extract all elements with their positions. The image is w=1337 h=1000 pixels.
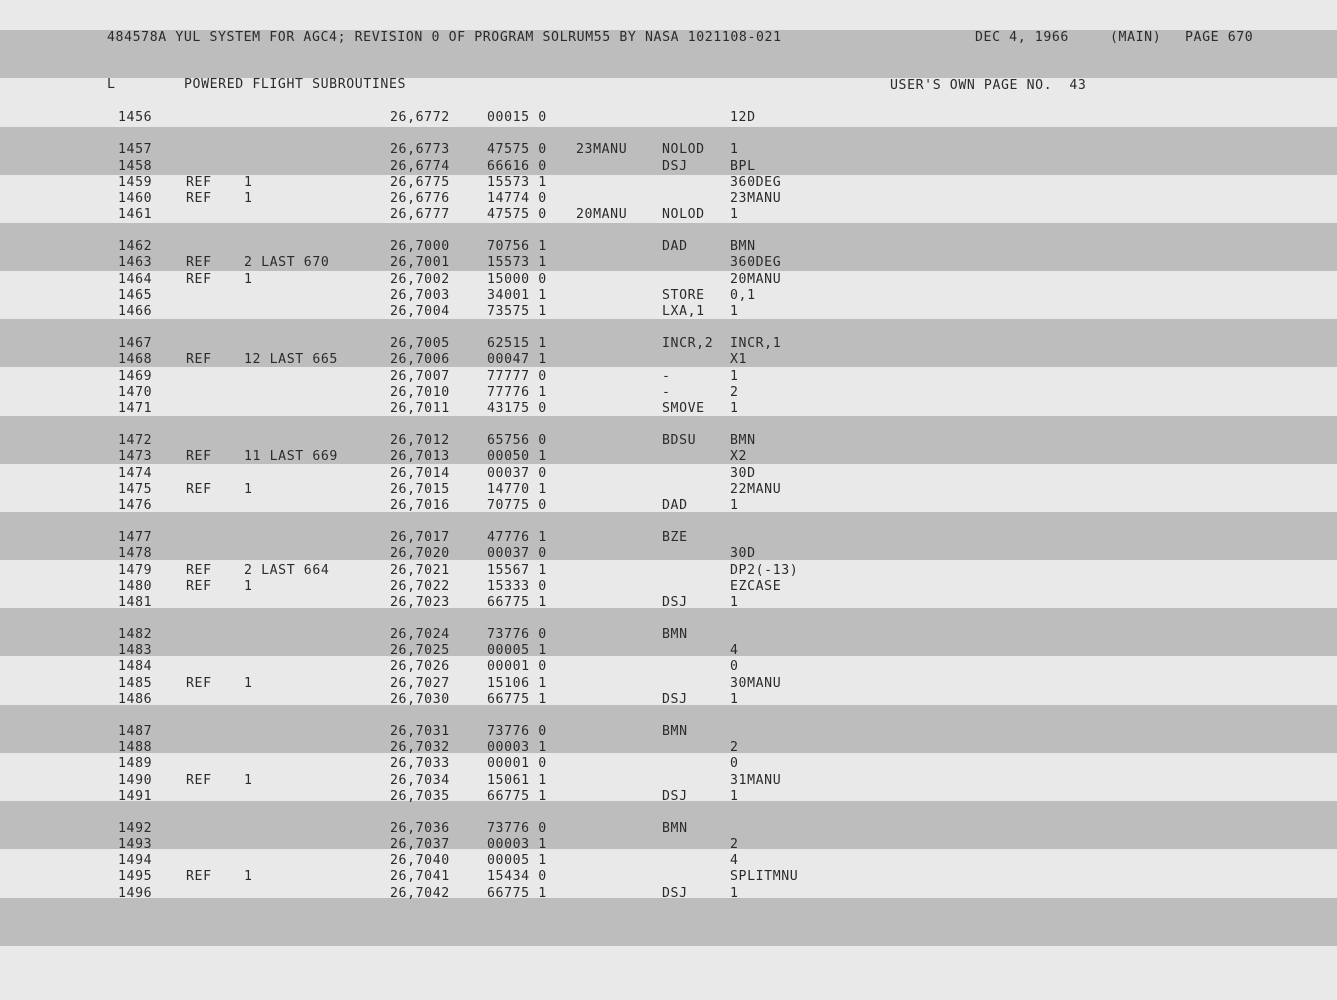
octal-word: 34001 1: [487, 287, 547, 303]
octal-word: 77777 0: [487, 368, 547, 384]
listing-row: [0, 466, 1337, 482]
listing-row: [0, 142, 1337, 158]
operand: DP2(-13): [730, 562, 799, 578]
opcode: BMN: [662, 821, 688, 836]
address: 26,7024: [390, 627, 450, 643]
octal-word: 00037 0: [487, 546, 547, 562]
line-number: 1488: [118, 740, 153, 756]
line-number: 1481: [118, 594, 153, 610]
opcode: BZE: [662, 530, 688, 546]
line-number: 1478: [118, 546, 153, 562]
symbol-label: 20MANU: [576, 206, 628, 222]
listing-row: [0, 482, 1337, 498]
listing-row: [0, 563, 1337, 579]
ref-tag: REF: [186, 190, 212, 206]
ref-tag: REF: [186, 352, 212, 368]
octal-word: 73776 0: [487, 821, 547, 836]
ref-info: 11 LAST 669: [244, 449, 338, 465]
symbol-label: 23MANU: [576, 142, 628, 158]
line-number: 1462: [118, 239, 153, 255]
line-number: 1464: [118, 271, 153, 287]
address: 26,7033: [390, 756, 450, 772]
address: 26,7032: [390, 740, 450, 756]
listing-row: [0, 159, 1337, 175]
opcode: INCR,2: [662, 336, 714, 352]
line-number: 1477: [118, 530, 153, 546]
line-number: 1487: [118, 724, 153, 739]
address: 26,7026: [390, 659, 450, 675]
operand: 1: [730, 691, 739, 707]
octal-word: 15434 0: [487, 869, 547, 885]
line-number: 1476: [118, 497, 153, 513]
line-number: 1475: [118, 481, 153, 497]
line-number: 1470: [118, 384, 153, 400]
opcode: DSJ: [662, 158, 688, 174]
octal-word: 15333 0: [487, 578, 547, 594]
listing-row: [0, 546, 1337, 562]
address: 26,7023: [390, 594, 450, 610]
address: 26,7040: [390, 853, 450, 869]
listing-row: [0, 498, 1337, 514]
listing-row: [0, 740, 1337, 756]
ref-info: 1: [244, 174, 253, 190]
line-number: 1480: [118, 578, 153, 594]
line-number: 1482: [118, 627, 153, 643]
listing-row: [0, 352, 1337, 368]
octal-word: 15000 0: [487, 271, 547, 287]
listing-section: (MAIN): [1110, 30, 1162, 45]
listing-row: [0, 869, 1337, 885]
opcode: DSJ: [662, 788, 688, 804]
opcode: DSJ: [662, 691, 688, 707]
address: 26,7035: [390, 788, 450, 804]
address: 26,7011: [390, 400, 450, 416]
operand: 30D: [730, 465, 756, 481]
line-number: 1465: [118, 287, 153, 303]
line-number: 1479: [118, 562, 153, 578]
octal-word: 73776 0: [487, 627, 547, 643]
opcode: DSJ: [662, 885, 688, 901]
address: 26,7020: [390, 546, 450, 562]
octal-word: 43175 0: [487, 400, 547, 416]
octal-word: 70775 0: [487, 497, 547, 513]
octal-word: 15573 1: [487, 174, 547, 190]
listing-date: DEC 4, 1966: [975, 30, 1069, 45]
ref-info: 1: [244, 869, 253, 885]
octal-word: 70756 1: [487, 239, 547, 255]
opcode: NOLOD: [662, 206, 705, 222]
listing-row: [0, 886, 1337, 902]
operand: 2: [730, 837, 739, 853]
operand: 12D: [730, 110, 756, 125]
operand: 1: [730, 303, 739, 319]
listing-row: [0, 692, 1337, 708]
listing-row: [0, 401, 1337, 417]
address: 26,7010: [390, 384, 450, 400]
operand: 0,1: [730, 287, 756, 303]
opcode: DAD: [662, 497, 688, 513]
address: 26,6776: [390, 190, 450, 206]
opcode: DAD: [662, 239, 688, 255]
listing-row: [0, 676, 1337, 692]
opcode: NOLOD: [662, 142, 705, 158]
octal-word: 15106 1: [487, 675, 547, 691]
page-number: PAGE 670: [1185, 30, 1254, 45]
listing-row: [0, 449, 1337, 465]
address: 26,7015: [390, 481, 450, 497]
operand: 20MANU: [730, 271, 782, 287]
operand: 4: [730, 643, 739, 659]
line-number: 1492: [118, 821, 153, 836]
ref-tag: REF: [186, 772, 212, 788]
line-number: 1460: [118, 190, 153, 206]
line-number: 1486: [118, 691, 153, 707]
octal-word: 73776 0: [487, 724, 547, 739]
opcode: STORE: [662, 287, 705, 303]
listing-row: [0, 724, 1337, 740]
line-number: 1496: [118, 885, 153, 901]
line-number: 1491: [118, 788, 153, 804]
address: 26,7037: [390, 837, 450, 853]
operand: 1: [730, 788, 739, 804]
operand: 2: [730, 384, 739, 400]
ref-info: 1: [244, 578, 253, 594]
ref-info: 1: [244, 772, 253, 788]
address: 26,7042: [390, 885, 450, 901]
address: 26,7014: [390, 465, 450, 481]
address: 26,7036: [390, 821, 450, 836]
opcode: BMN: [662, 627, 688, 643]
address: 26,7017: [390, 530, 450, 546]
ref-info: 1: [244, 675, 253, 691]
address: 26,7013: [390, 449, 450, 465]
octal-word: 66616 0: [487, 158, 547, 174]
octal-word: 65756 0: [487, 433, 547, 449]
opcode: -: [662, 368, 671, 384]
ref-tag: REF: [186, 174, 212, 190]
operand: 2: [730, 740, 739, 756]
line-number: 1483: [118, 643, 153, 659]
operand: 30D: [730, 546, 756, 562]
listing-row: [0, 336, 1337, 352]
address: 26,7004: [390, 303, 450, 319]
line-number: 1459: [118, 174, 153, 190]
line-number: 1469: [118, 368, 153, 384]
opcode: BDSU: [662, 433, 697, 449]
octal-word: 00015 0: [487, 110, 547, 125]
operand: 1: [730, 497, 739, 513]
operand: 0: [730, 659, 739, 675]
listing-row: [0, 272, 1337, 288]
users-own-page: USER'S OWN PAGE NO. 43: [890, 78, 1087, 93]
address: 26,7001: [390, 255, 450, 271]
address: 26,7030: [390, 691, 450, 707]
address: 26,7002: [390, 271, 450, 287]
octal-word: 73575 1: [487, 303, 547, 319]
ref-info: 1: [244, 190, 253, 206]
ref-info: 12 LAST 665: [244, 352, 338, 368]
listing-row: [0, 175, 1337, 191]
octal-word: 00005 1: [487, 643, 547, 659]
line-number: 1494: [118, 853, 153, 869]
operand: 0: [730, 756, 739, 772]
listing-row: [0, 207, 1337, 223]
line-number: 1471: [118, 400, 153, 416]
ref-tag: REF: [186, 578, 212, 594]
listing-row: [0, 433, 1337, 449]
operand: BPL: [730, 158, 756, 174]
operand: 31MANU: [730, 772, 782, 788]
octal-word: 00047 1: [487, 352, 547, 368]
listing-row: [0, 288, 1337, 304]
octal-word: 00001 0: [487, 756, 547, 772]
octal-word: 14774 0: [487, 190, 547, 206]
octal-word: 47575 0: [487, 206, 547, 222]
line-number: 1489: [118, 756, 153, 772]
ref-tag: REF: [186, 481, 212, 497]
address: 26,7031: [390, 724, 450, 739]
octal-word: 15061 1: [487, 772, 547, 788]
listing-row: [0, 595, 1337, 611]
address: 26,7034: [390, 772, 450, 788]
ref-info: 2 LAST 670: [244, 255, 330, 271]
operand: 1: [730, 594, 739, 610]
line-number: 1484: [118, 659, 153, 675]
operand: BMN: [730, 239, 756, 255]
listing-row: [0, 191, 1337, 207]
subheader-mark: L: [107, 77, 116, 92]
address: 26,7016: [390, 497, 450, 513]
operand: X1: [730, 352, 748, 368]
octal-word: 66775 1: [487, 594, 547, 610]
line-number: 1467: [118, 336, 153, 352]
listing-row: [0, 643, 1337, 659]
line-number: 1461: [118, 206, 153, 222]
address: 26,7006: [390, 352, 450, 368]
line-number: 1466: [118, 303, 153, 319]
address: 26,6775: [390, 174, 450, 190]
operand: 360DEG: [730, 174, 782, 190]
opcode: -: [662, 384, 671, 400]
listing-row: [0, 255, 1337, 271]
operand: 1: [730, 885, 739, 901]
listing-row: [0, 369, 1337, 385]
listing-row: [0, 837, 1337, 853]
ref-tag: REF: [186, 675, 212, 691]
octal-word: 00005 1: [487, 853, 547, 869]
line-number: 1457: [118, 142, 153, 158]
opcode: SMOVE: [662, 400, 705, 416]
listing-row: [0, 659, 1337, 675]
line-number: 1456: [118, 110, 153, 125]
address: 26,7003: [390, 287, 450, 303]
octal-word: 00001 0: [487, 659, 547, 675]
operand: 23MANU: [730, 190, 782, 206]
line-number: 1474: [118, 465, 153, 481]
listing-row: [0, 789, 1337, 805]
octal-word: 00037 0: [487, 465, 547, 481]
opcode: DSJ: [662, 594, 688, 610]
line-number: 1463: [118, 255, 153, 271]
operand: 1: [730, 142, 739, 158]
listing-row: [0, 385, 1337, 401]
octal-word: 62515 1: [487, 336, 547, 352]
line-number: 1458: [118, 158, 153, 174]
opcode: BMN: [662, 724, 688, 739]
line-number: 1495: [118, 869, 153, 885]
listing-row: [0, 756, 1337, 772]
address: 26,7022: [390, 578, 450, 594]
line-number: 1468: [118, 352, 153, 368]
address: 26,7005: [390, 336, 450, 352]
address: 26,7007: [390, 368, 450, 384]
octal-word: 15573 1: [487, 255, 547, 271]
octal-word: 00003 1: [487, 740, 547, 756]
address: 26,7000: [390, 239, 450, 255]
operand: BMN: [730, 433, 756, 449]
operand: 1: [730, 368, 739, 384]
ref-tag: REF: [186, 449, 212, 465]
listing-row: [0, 110, 1337, 126]
operand: 30MANU: [730, 675, 782, 691]
operand: SPLITMNU: [730, 869, 799, 885]
line-number: 1493: [118, 837, 153, 853]
octal-word: 14770 1: [487, 481, 547, 497]
ref-tag: REF: [186, 271, 212, 287]
ref-tag: REF: [186, 255, 212, 271]
operand: EZCASE: [730, 578, 782, 594]
address: 26,7041: [390, 869, 450, 885]
octal-word: 66775 1: [487, 788, 547, 804]
octal-word: 00050 1: [487, 449, 547, 465]
octal-word: 66775 1: [487, 885, 547, 901]
octal-word: 00003 1: [487, 837, 547, 853]
listing-row: [0, 239, 1337, 255]
line-number: 1473: [118, 449, 153, 465]
octal-word: 77776 1: [487, 384, 547, 400]
address: 26,7021: [390, 562, 450, 578]
subheader-title: POWERED FLIGHT SUBROUTINES: [184, 77, 407, 92]
listing-row: [0, 304, 1337, 320]
ref-info: 2 LAST 664: [244, 562, 330, 578]
address: 26,6772: [390, 110, 450, 125]
line-number: 1472: [118, 433, 153, 449]
octal-word: 66775 1: [487, 691, 547, 707]
ref-info: 1: [244, 271, 253, 287]
ref-tag: REF: [186, 869, 212, 885]
operand: 4: [730, 853, 739, 869]
ref-info: 1: [244, 481, 253, 497]
operand: X2: [730, 449, 748, 465]
listing-row: [0, 579, 1337, 595]
octal-word: 47776 1: [487, 530, 547, 546]
address: 26,7012: [390, 433, 450, 449]
octal-word: 15567 1: [487, 562, 547, 578]
line-number: 1490: [118, 772, 153, 788]
octal-word: 47575 0: [487, 142, 547, 158]
operand: INCR,1: [730, 336, 782, 352]
listing-row: [0, 853, 1337, 869]
address: 26,7025: [390, 643, 450, 659]
address: 26,7027: [390, 675, 450, 691]
operand: 360DEG: [730, 255, 782, 271]
listing-row: [0, 821, 1337, 837]
opcode: LXA,1: [662, 303, 705, 319]
listing-header-title: 484578A YUL SYSTEM FOR AGC4; REVISION 0 OF PROGRAM SOLRUM55 BY NASA 1021108-021: [107, 30, 782, 45]
line-number: 1485: [118, 675, 153, 691]
listing-row: [0, 627, 1337, 643]
listing-row: [0, 773, 1337, 789]
operand: 22MANU: [730, 481, 782, 497]
address: 26,6774: [390, 158, 450, 174]
address: 26,6777: [390, 206, 450, 222]
listing-row: [0, 530, 1337, 546]
operand: 1: [730, 206, 739, 222]
operand: 1: [730, 400, 739, 416]
address: 26,6773: [390, 142, 450, 158]
ref-tag: REF: [186, 562, 212, 578]
